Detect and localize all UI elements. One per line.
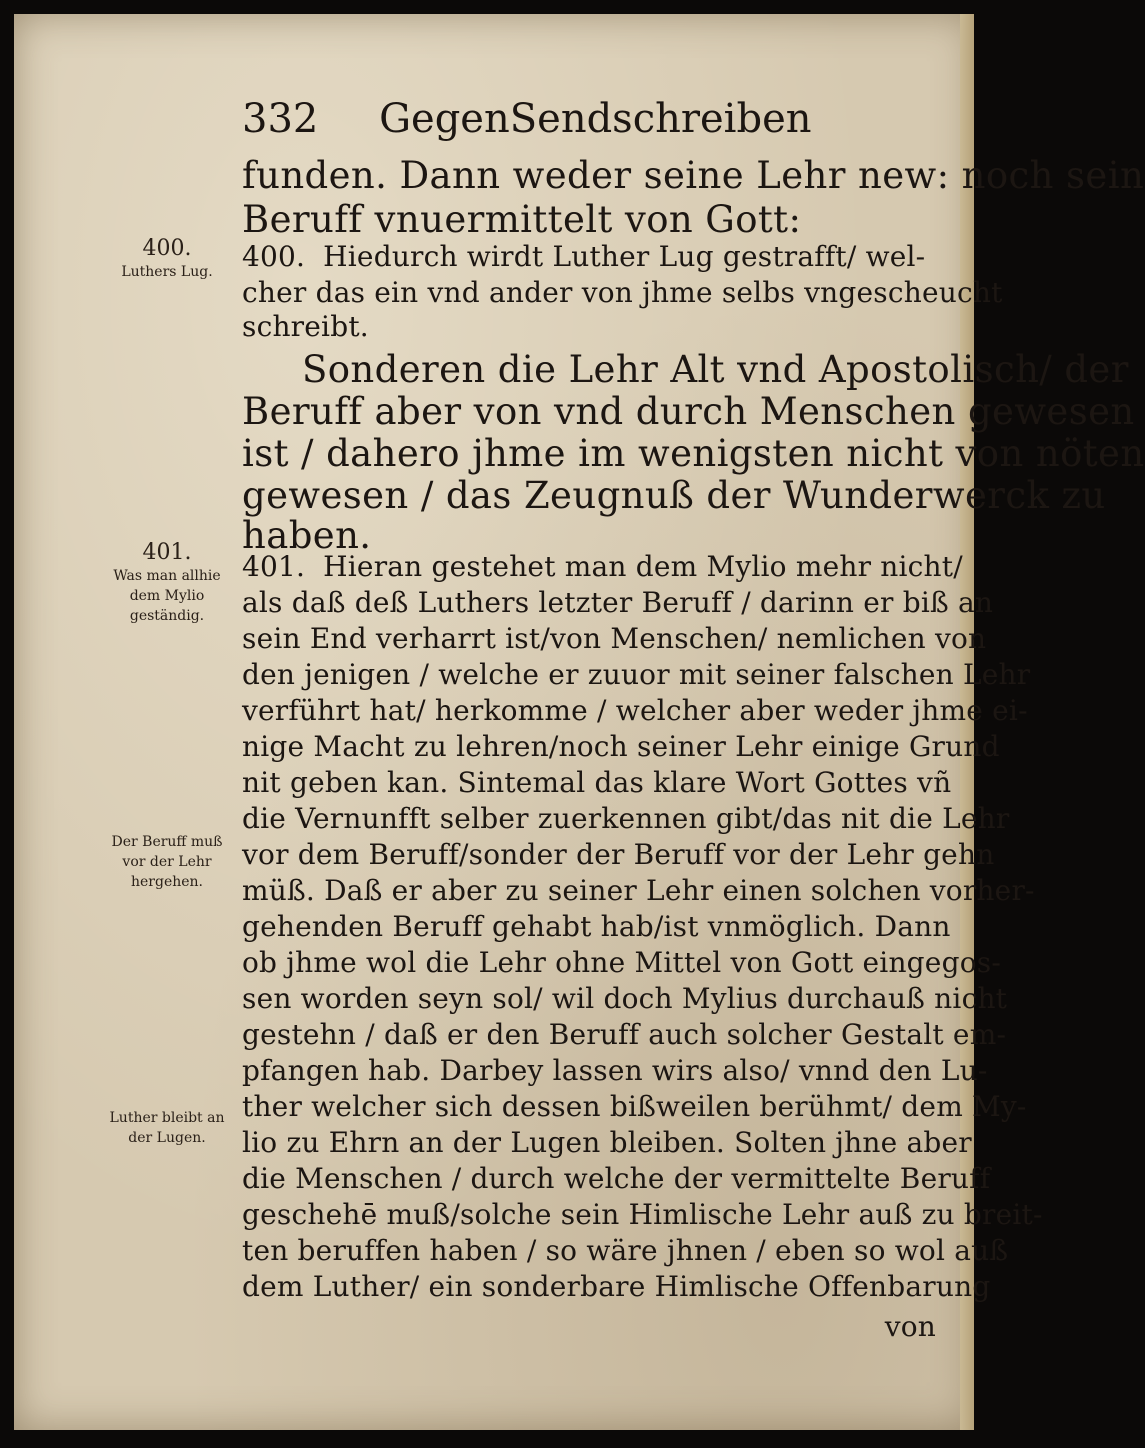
running-title: GegenSendschreiben	[379, 96, 812, 142]
text-line: Beruff aber von vnd durch Menschen gewesen	[242, 390, 1135, 433]
book-page	[14, 14, 1145, 1430]
text-line: die Vernunfft selber zuerkennen gibt/das nit die Lehr	[242, 802, 1010, 835]
sidenote-text: Der Beruff muß vor der Lehr hergehen.	[111, 834, 223, 890]
text-line: nige Macht zu lehren/noch seiner Lehr einige Grund	[242, 730, 1000, 763]
text-line: sein End verharrt ist/von Menschen/ nemlichen von	[242, 622, 987, 655]
sidenote-number: 400.	[142, 236, 192, 261]
text-line: Beruff vnuermittelt von Gott:	[242, 198, 802, 241]
text-line: ob jhme wol die Lehr ohne Mittel von Gott eingegos-	[242, 946, 1001, 979]
sidenote-400	[102, 236, 232, 282]
text-line: gestehn / daß er den Beruff auch solcher Gestalt em-	[242, 1018, 1007, 1051]
text-line: gewesen / das Zeugnuß der Wunderwerck zu	[242, 474, 1106, 517]
text-line: haben.	[242, 514, 372, 557]
sidenote-number: 401.	[142, 540, 192, 565]
text-line	[242, 550, 963, 583]
text-line: lio zu Ehrn an der Lugen bleiben. Solten jhne aber	[242, 1126, 972, 1159]
catchword: von	[884, 1310, 936, 1343]
sidenote-text: Luther bleibt an der Lugen.	[109, 1110, 225, 1146]
text-line: funden. Dann weder seine Lehr new: noch sein	[242, 154, 1145, 197]
text-line: gehenden Beruff gehabt hab/ist vnmöglich. Dann	[242, 910, 951, 943]
text-line-content: Hieran gestehet man dem Mylio mehr nicht/	[323, 550, 963, 583]
text-line	[242, 240, 925, 273]
text-line: als daß deß Luthers letzter Beruff / darinn er biß an	[242, 586, 994, 619]
text-line: pfangen hab. Darbey lassen wirs also/ vnnd den Lu-	[242, 1054, 988, 1087]
text-line: dem Luther/ ein sonderbare Himlische Offenbarung	[242, 1270, 991, 1303]
text-line: sen worden seyn sol/ wil doch Mylius durchauß nicht	[242, 982, 1008, 1015]
text-line: den jenigen / welche er zuuor mit seiner falschen Lehr	[242, 658, 1031, 691]
paragraph-number: 401.	[242, 550, 306, 583]
sidenote-text: Luthers Lug.	[121, 264, 213, 280]
text-line: geschehē muß/solche sein Himlische Lehr auß zu breit-	[242, 1198, 1043, 1231]
running-header	[242, 96, 812, 142]
text-line: Sonderen die Lehr Alt vnd Apostolisch/ der	[302, 348, 1129, 391]
sidenote-401	[102, 540, 232, 626]
text-line: müß. Daß er aber zu seiner Lehr einen solchen vorher-	[242, 874, 1035, 907]
text-line: die Menschen / durch welche der vermittelte Beruff	[242, 1162, 991, 1195]
sidenote-calling	[102, 832, 232, 892]
text-line: ther welcher sich dessen bißweilen berühmt/ dem My-	[242, 1090, 1027, 1123]
page-number: 332	[242, 96, 319, 142]
sidenote-luther	[102, 1108, 232, 1148]
text-line: schreibt.	[242, 310, 369, 343]
text-line: cher das ein vnd ander von jhme selbs vngescheucht	[242, 276, 1003, 309]
text-line: ten beruffen haben / so wäre jhnen / eben so wol auß	[242, 1234, 1009, 1267]
text-line: ist / dahero jhme im wenigsten nicht von nöten	[242, 432, 1145, 475]
text-line-content: Hiedurch wirdt Luther Lug gestrafft/ wel-	[323, 240, 926, 273]
text-line: nit geben kan. Sintemal das klare Wort Gottes vñ	[242, 766, 952, 799]
text-line: verführt hat/ herkomme / welcher aber weder jhme ei-	[242, 694, 1028, 727]
paragraph-number: 400.	[242, 240, 306, 273]
text-line: vor dem Beruff/sonder der Beruff vor der Lehr gehn	[242, 838, 995, 871]
sidenote-text: Was man allhie dem Mylio geständig.	[113, 568, 221, 624]
